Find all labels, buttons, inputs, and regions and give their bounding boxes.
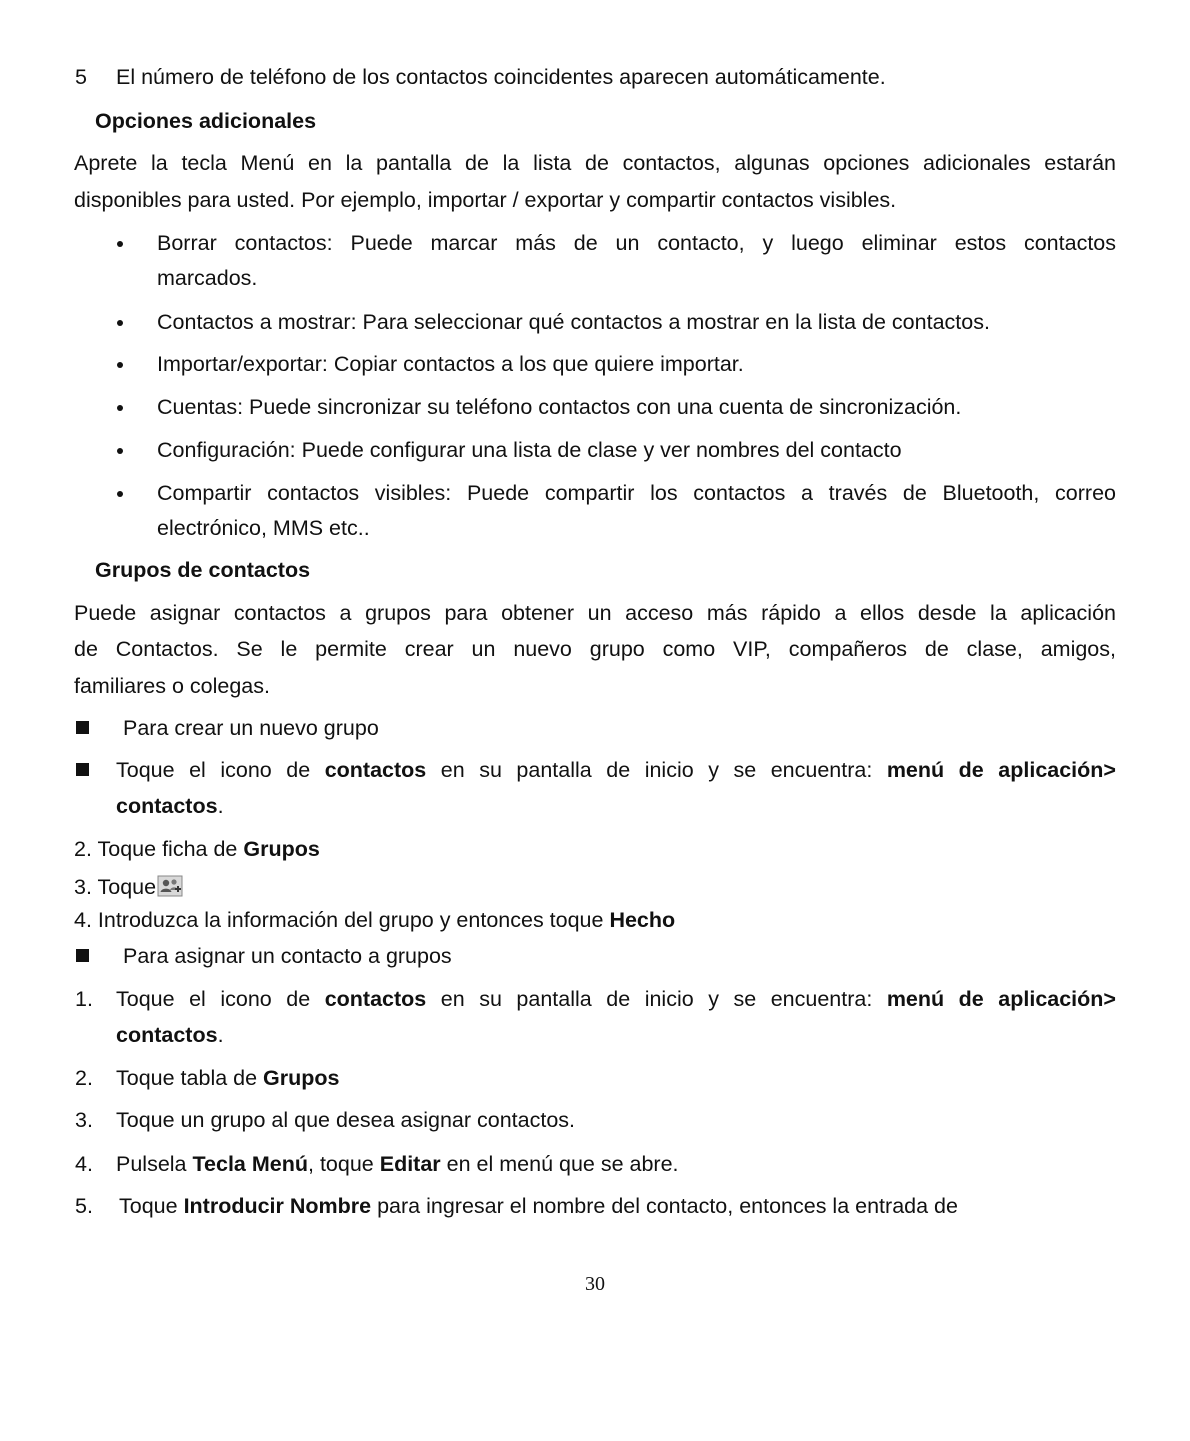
- bullet-text: Cuentas: Puede sincronizar su teléfono contactos con una cuenta de sincronización.: [157, 395, 962, 419]
- bullet-dot: [117, 405, 123, 411]
- subsection-title: Para asignar un contacto a grupos: [123, 944, 452, 968]
- square-bullet: [76, 721, 89, 734]
- subsection-title: Para crear un nuevo grupo: [123, 716, 379, 740]
- step-text: Toque el icono de contactos en su pantalla de inicio y se encuentra: menú de aplicación>: [116, 758, 1116, 782]
- step-text: contactos.: [116, 1023, 224, 1047]
- section-heading-grupos: Grupos de contactos: [95, 558, 311, 582]
- page-number: 30: [585, 1273, 605, 1295]
- list-number: 2.: [75, 1066, 93, 1090]
- step-text: 2. Toque ficha de Grupos: [74, 837, 320, 861]
- bullet-dot: [117, 320, 123, 326]
- step-text: Pulsela Tecla Menú, toque Editar en el menú que se abre.: [116, 1152, 679, 1176]
- step-text: 4. Introduzca la información del grupo y entonces toque Hecho: [74, 908, 676, 932]
- step-text: contactos.: [116, 794, 224, 818]
- list-number: 3.: [75, 1108, 93, 1132]
- list-number: 5.: [75, 1194, 93, 1218]
- bullet-dot: [117, 448, 123, 454]
- paragraph-line: disponibles para usted. Por ejemplo, importar / exportar y compartir contactos visibles.: [74, 188, 897, 212]
- add-group-icon: [157, 875, 183, 897]
- paragraph-line: Aprete la tecla Menú en la pantalla de la lista de contactos, algunas opciones adicionales estarán: [74, 151, 1116, 175]
- step-text: Toque tabla de Grupos: [116, 1066, 340, 1090]
- step-text: Toque el icono de contactos en su pantalla de inicio y se encuentra: menú de aplicación>: [116, 987, 1116, 1011]
- list-item-text: El número de teléfono de los contactos coincidentes aparecen automáticamente.: [116, 65, 886, 89]
- bullet-text: marcados.: [157, 266, 258, 290]
- bullet-text: Importar/exportar: Copiar contactos a los que quiere importar.: [157, 352, 744, 376]
- bullet-text: Configuración: Puede configurar una lista de clase y ver nombres del contacto: [157, 438, 902, 462]
- step-text: Toque un grupo al que desea asignar contactos.: [116, 1108, 575, 1132]
- step-text: Toque Introducir Nombre para ingresar el nombre del contacto, entonces la entrada de: [119, 1194, 958, 1218]
- list-number: 5: [75, 65, 87, 89]
- bullet-dot: [117, 241, 123, 247]
- bullet-dot: [117, 491, 123, 497]
- bullet-text: Contactos a mostrar: Para seleccionar qué contactos a mostrar en la lista de contactos.: [157, 310, 990, 334]
- paragraph-line: Puede asignar contactos a grupos para obtener un acceso más rápido a ellos desde la aplicación: [74, 601, 1116, 625]
- square-bullet: [76, 949, 89, 962]
- bullet-text: Borrar contactos: Puede marcar más de un contacto, y luego eliminar estos contactos: [157, 231, 1116, 255]
- paragraph-line: de Contactos. Se le permite crear un nuevo grupo como VIP, compañeros de clase, amigos,: [74, 637, 1116, 661]
- list-number: 4.: [75, 1152, 93, 1176]
- square-bullet: [76, 763, 89, 776]
- bullet-text: Compartir contactos visibles: Puede compartir los contactos a través de Bluetooth, correo: [157, 481, 1116, 505]
- step-text: 3. Toque: [74, 875, 183, 899]
- bullet-dot: [117, 362, 123, 368]
- section-heading-opciones: Opciones adicionales: [95, 109, 317, 133]
- paragraph-line: familiares o colegas.: [74, 674, 270, 698]
- list-number: 1.: [75, 987, 93, 1011]
- bullet-text: electrónico, MMS etc..: [157, 516, 370, 540]
